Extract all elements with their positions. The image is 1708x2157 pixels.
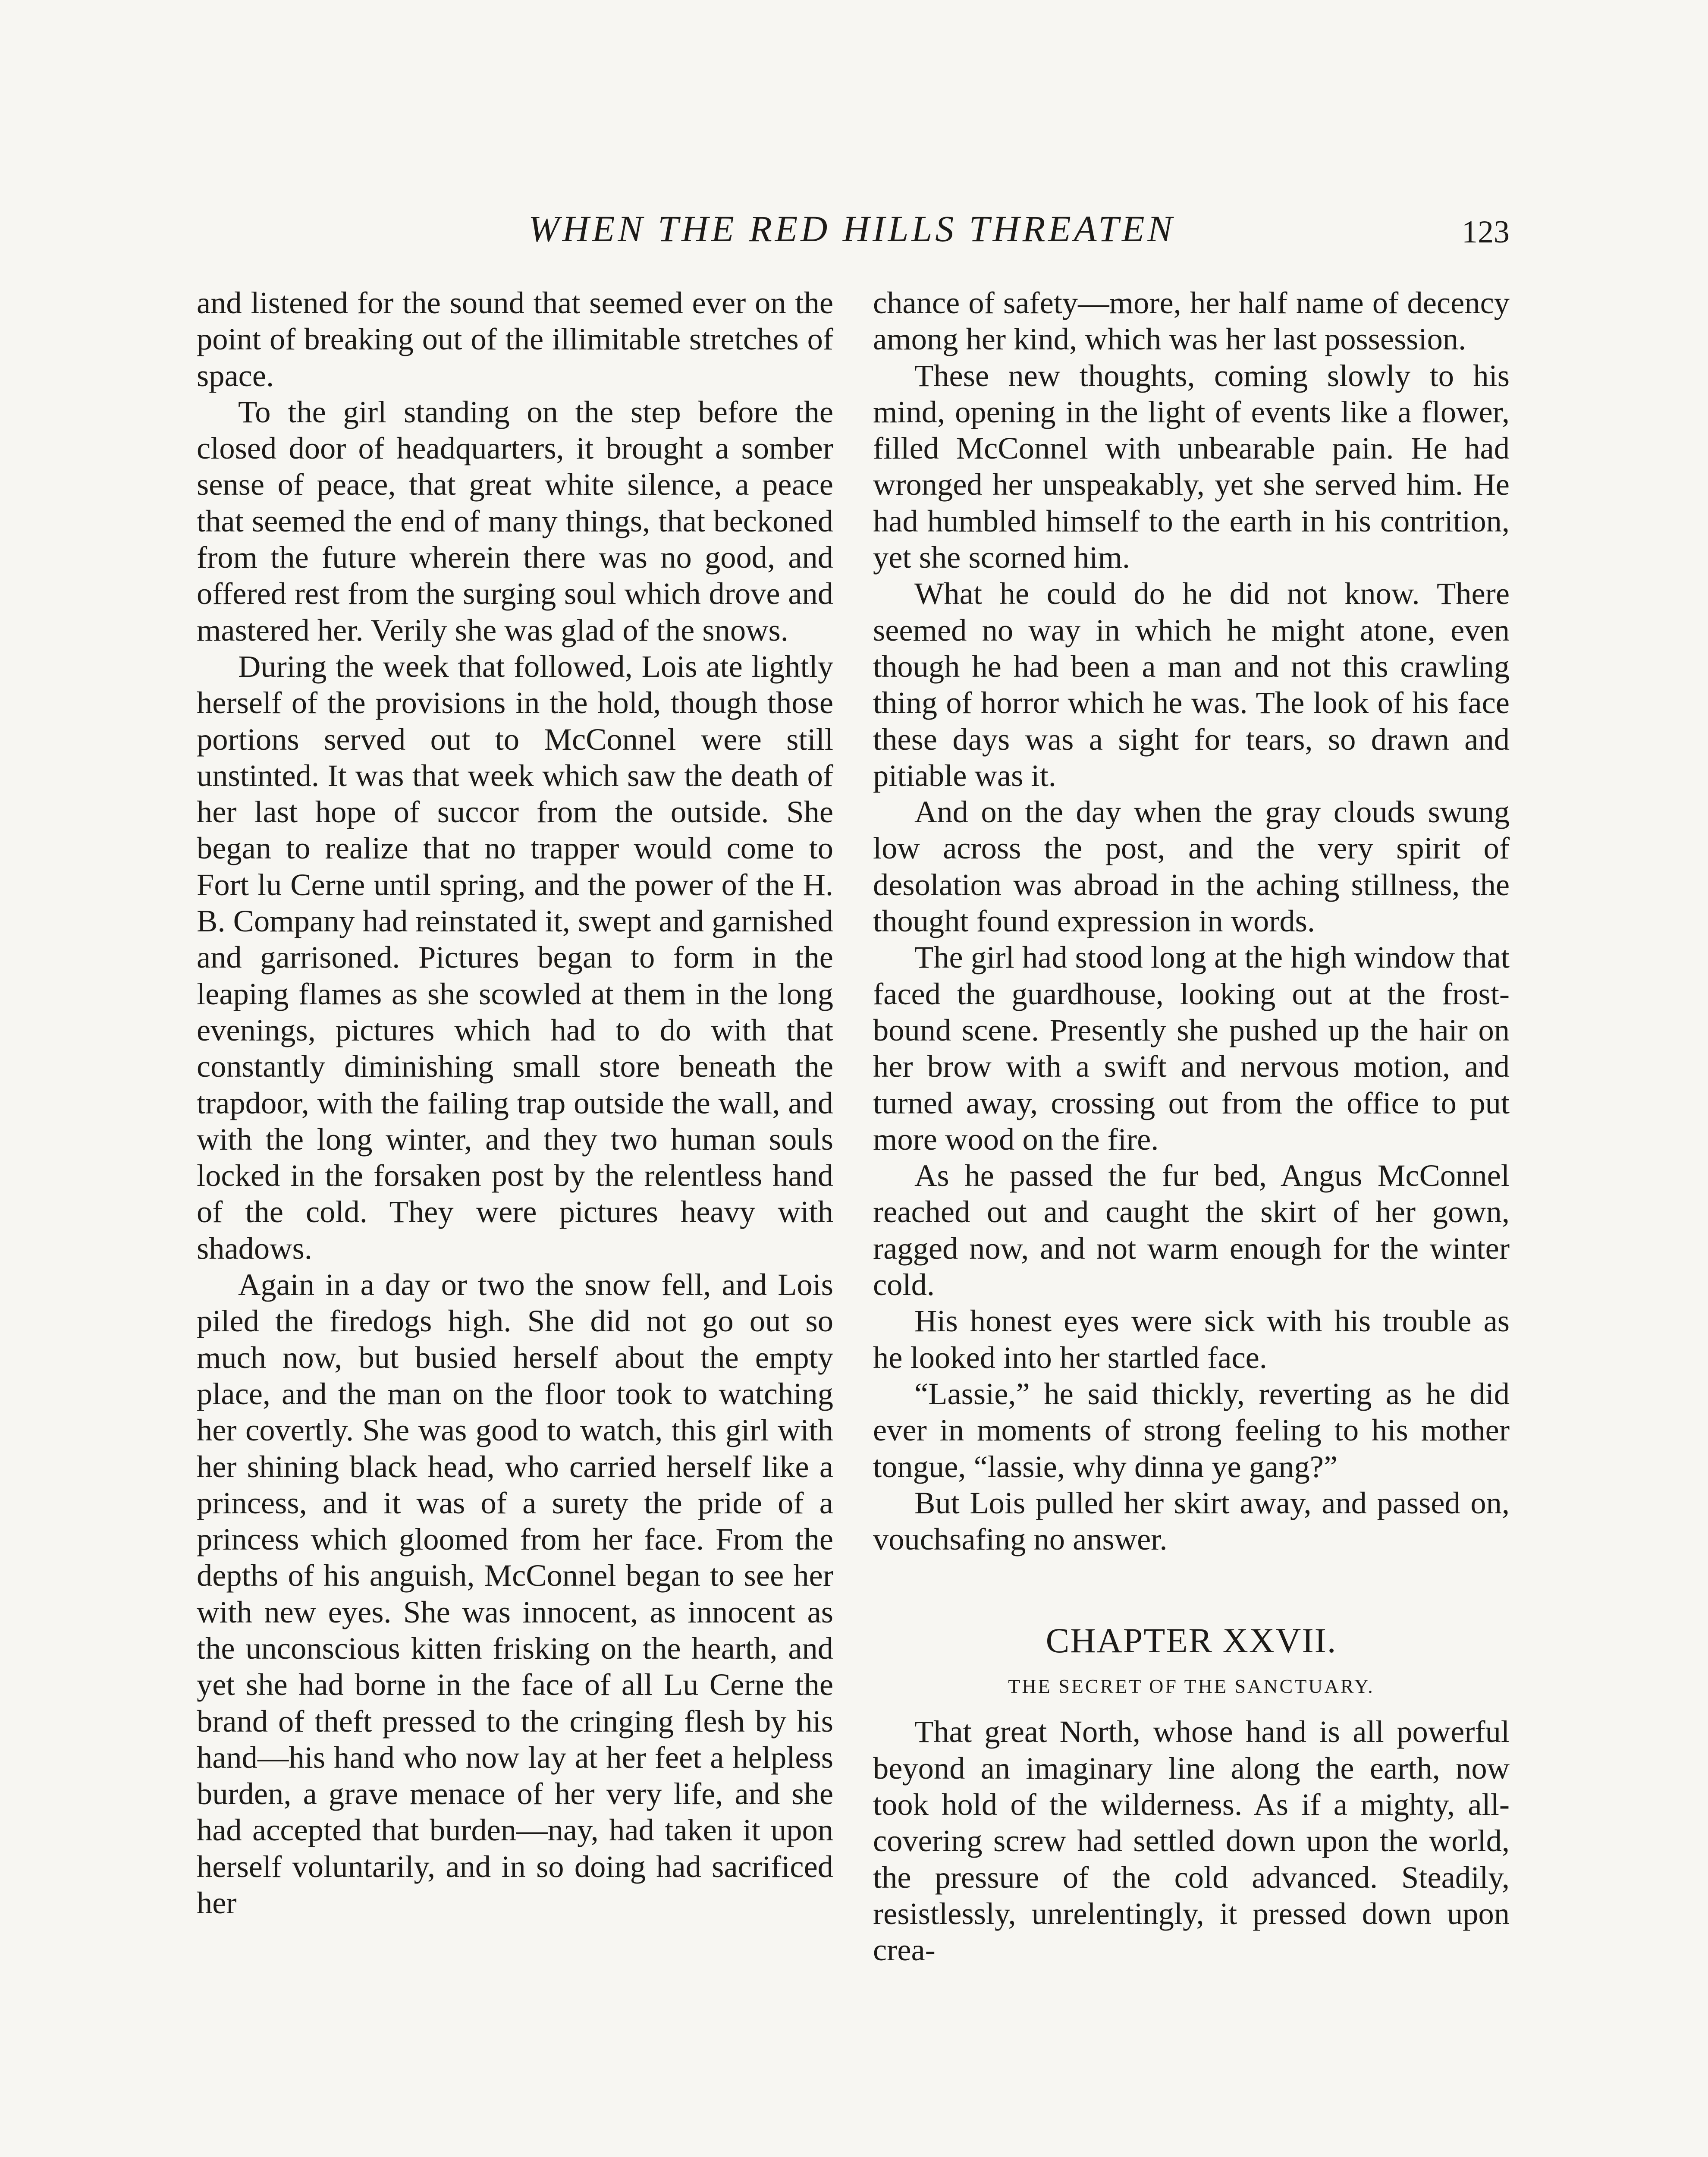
right-column [873, 285, 1510, 1968]
paragraph: What he could do he did not know. There seemed no way in which he might atone, even though he had been a man and not this crawling thing of horror which he was. The look of his face these days was a sight for tears, so drawn and pitiable was it. [873, 576, 1510, 793]
paragraph: The girl had stood long at the high window that faced the guardhouse, looking out at the frost-bound scene. Presently she pushed up the hair on her brow with a swift and nervous motion, and turned away, crossing out from the office to put more wood on the fire. [873, 940, 1510, 1157]
paragraph: Again in a day or two the snow fell, and Lois piled the firedogs high. She did not go out so much now, but busied herself about the empty place, and the man on the floor took to watching her covertly. She was good to watch, this girl with her shining black head, who carried herself like a princess, and it was of a surety the pride of a princess which gloomed from her face. From the depths of his anguish, McConnel began to see her with new eyes. She was innocent, as innocent as the unconscious kitten frisking on the hearth, and yet she had borne in the face of all Lu Cerne the brand of theft pressed to the cringing flesh by his hand—his hand who now lay at her feet a helpless burden, a grave menace of her very life, and she had accepted that burden—nay, had taken it upon herself voluntarily, and in so doing had sacrificed her [197, 1267, 833, 1921]
paragraph: His honest eyes were sick with his trouble as he looked into her startled face. [873, 1303, 1510, 1375]
left-column [197, 285, 833, 1921]
paragraph: “Lassie,” he said thickly, reverting as he did ever in moments of strong feeling to his mother tongue, “lassie, why dinna ye gang?” [873, 1376, 1510, 1484]
paragraph: chance of safety—more, her half name of decency among her kind, which was her last possession. [873, 285, 1510, 357]
paragraph: That great North, whose hand is all powerful beyond an imaginary line along the earth, now took hold of the wilderness. As if a mighty, all-covering screw had settled down upon the world, the pressure of the cold advanced. Steadily, resistlessly, unrelentingly, it pressed down upon crea- [873, 1714, 1510, 1968]
paragraph: To the girl standing on the step before the closed door of headquarters, it brought a somber sense of peace, that great white silence, a peace that seemed the end of many things, that beckoned from the future wherein there was no good, and offered rest from the surging soul which drove and mastered her. Verily she was glad of the snows. [197, 394, 833, 648]
chapter-subtitle: THE SECRET OF THE SANCTUARY. [1008, 1675, 1375, 1698]
paragraph: and listened for the sound that seemed ever on the point of breaking out of the illimitable stretches of space. [197, 285, 833, 393]
page-header [194, 203, 1510, 255]
running-title: WHEN THE RED HILLS THREATEN [528, 208, 1175, 249]
chapter-heading: CHAPTER XXVII. [1046, 1621, 1337, 1660]
paragraph: And on the day when the gray clouds swung low across the post, and the very spirit of desolation was abroad in the aching stillness, the thought found expression in words. [873, 794, 1510, 939]
paragraph: These new thoughts, coming slowly to his mind, opening in the light of events like a flower, filled McConnel with unbearable pain. He had wronged her unspeakably, yet she served him. He had humbled himself to the earth in his contrition, yet she scorned him. [873, 358, 1510, 575]
paragraph: As he passed the fur bed, Angus McConnel reached out and caught the skirt of her gown, ragged now, and not warm enough for the winter cold. [873, 1158, 1510, 1302]
page-number: 123 [1462, 214, 1510, 250]
paragraph: But Lois pulled her skirt away, and passed on, vouchsafing no answer. [873, 1485, 1510, 1557]
paragraph: During the week that followed, Lois ate lightly herself of the provisions in the hold, though those portions served out to McConnel were still unstinted. It was that week which saw the death of her last hope of succor from the outside. She began to realize that no trapper would come to Fort lu Cerne until spring, and the power of the H. B. Company had reinstated it, swept and garnished and garrisoned. Pictures began to form in the leaping flames as she scowled at them in the long evenings, pictures which had to do with that constantly diminishing small store beneath the trapdoor, with the failing trap outside the wall, and with the long winter, and they two human souls locked in the forsaken post by the relentless hand of the cold. They were pictures heavy with shadows. [197, 648, 833, 1266]
